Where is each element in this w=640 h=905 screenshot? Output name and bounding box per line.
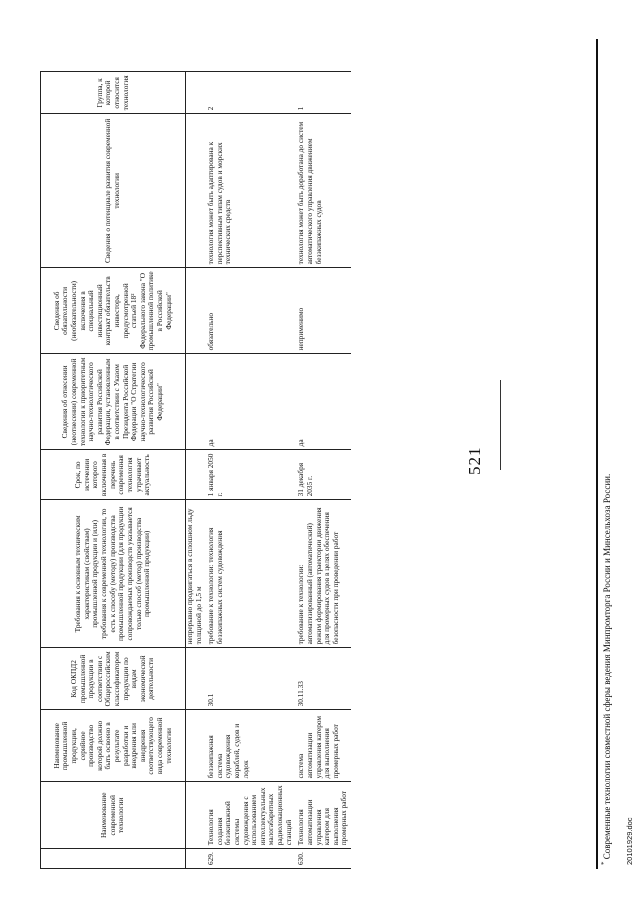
document-filename: 20101929.doc — [625, 817, 634, 865]
cell-investment: обязательно — [205, 268, 295, 354]
cell-requirements: непрерывно продвигаться в сплошном льду толщиной до 1,5 м — [186, 500, 206, 648]
cell-group: 1 — [295, 72, 351, 114]
header-okpd: Код ОКПД2 промышленной продукции в соответствии с Общероссийским классификатором продукции по видам экономической деятельности — [41, 648, 186, 710]
cell-investment: неприменимо — [295, 268, 351, 354]
cell-num — [186, 849, 206, 869]
table-row — [295, 72, 351, 869]
cell-priority: да — [205, 354, 295, 450]
header-requirements: Требования к основным техническим характеристикам (свойствам) промышленной продукции и (или) требования к современной технологии, то есть к способу (методу) производства промышленной продукции (для продукции сопровождаемых производств указывается только способ (метод) производства промышленной продукции) — [41, 500, 186, 648]
cell-priority: да — [295, 354, 351, 450]
cell-num: 629. — [205, 849, 295, 869]
cell-name — [186, 782, 206, 849]
header-product: Наименование промышленной продукции, серийное производство которой должно быть освоено в результате разработки и внедрения или внедрения соответствующего вида современной технологии — [41, 710, 186, 782]
separator-line — [500, 380, 501, 470]
cell-name: Технология автоматизации управления катером для выполнения промерных работ — [295, 782, 351, 849]
cell-term: 1 января 2050 г. — [205, 450, 295, 500]
cell-num: 630. — [295, 849, 351, 869]
header-investment: Сведения об обязательности (необязательности) включения в специальный инвестиционный контракт обязательств инвестора, предусмотренной статьей 18² Федерального закона "О промышленной политике в Российской Федерации" — [41, 268, 186, 354]
cell-potential: технология может быть доработана до систем автоматического управления движением безэкипажных судов — [295, 114, 351, 268]
cell-group: 2 — [205, 72, 295, 114]
cell-product — [186, 710, 206, 782]
footnote-separator — [596, 39, 598, 869]
cell-group — [186, 72, 206, 114]
header-name: Наименование современной технологии — [41, 782, 186, 849]
header-num — [41, 849, 186, 869]
cell-term: 31 декабря 2035 г. — [295, 450, 351, 500]
cell-okpd: 30.1 — [205, 648, 295, 710]
cell-priority — [186, 354, 206, 450]
header-term: Срок, по истечении которого включенная в перечень современная технология утрачивает актуальность — [41, 450, 186, 500]
cell-product: безэкипажная система судовождения кораблей, судов и лодок — [205, 710, 295, 782]
cell-okpd: 30.11.33 — [295, 648, 351, 710]
cell-product: система автоматизации управления катером для выполнения промерных работ — [295, 710, 351, 782]
table-row — [205, 72, 295, 869]
footnote-text: Современные технологии совместной сферы ведения Минпромторга России и Минсельхоза России. — [602, 473, 612, 860]
page-number: 521 — [465, 446, 484, 475]
cell-requirements: требование к технологии: технология безэкипажных систем судовождения — [205, 500, 295, 648]
table-row-continuation — [186, 72, 206, 869]
cell-term — [186, 450, 206, 500]
header-potential: Сведения о потенциале развития современной технологии — [41, 114, 186, 268]
cell-name: Технология создания безэкипажной системы судовождения с использованием интеллектуальных малогабаритных радиолокационных станций — [205, 782, 295, 849]
header-priority: Сведения об отнесении (неотнесении) современной технологии к приоритетным научно-технологического развития Российской Федерации, установленным в соответствии с Указом Президента Российской Федерации "О Стратегии научно-технологического развития Российской Федерации" — [41, 354, 186, 450]
footnote — [600, 474, 612, 865]
technology-table — [40, 71, 351, 869]
footnote-marker: * — [600, 861, 608, 865]
table-header-row — [41, 72, 186, 869]
cell-investment — [186, 268, 206, 354]
cell-okpd — [186, 648, 206, 710]
cell-potential — [186, 114, 206, 268]
cell-requirements: требование к технологии: автоматизированный (автоматический) режим формирования траектории движения для промерных судов в целях обеспечения безопасности при проведении работ — [295, 500, 351, 648]
cell-potential: технология может быть адаптирована к перспективным типам судов и морских технических средств — [205, 114, 295, 268]
header-group: Группа, к которой относится технология — [41, 72, 186, 114]
